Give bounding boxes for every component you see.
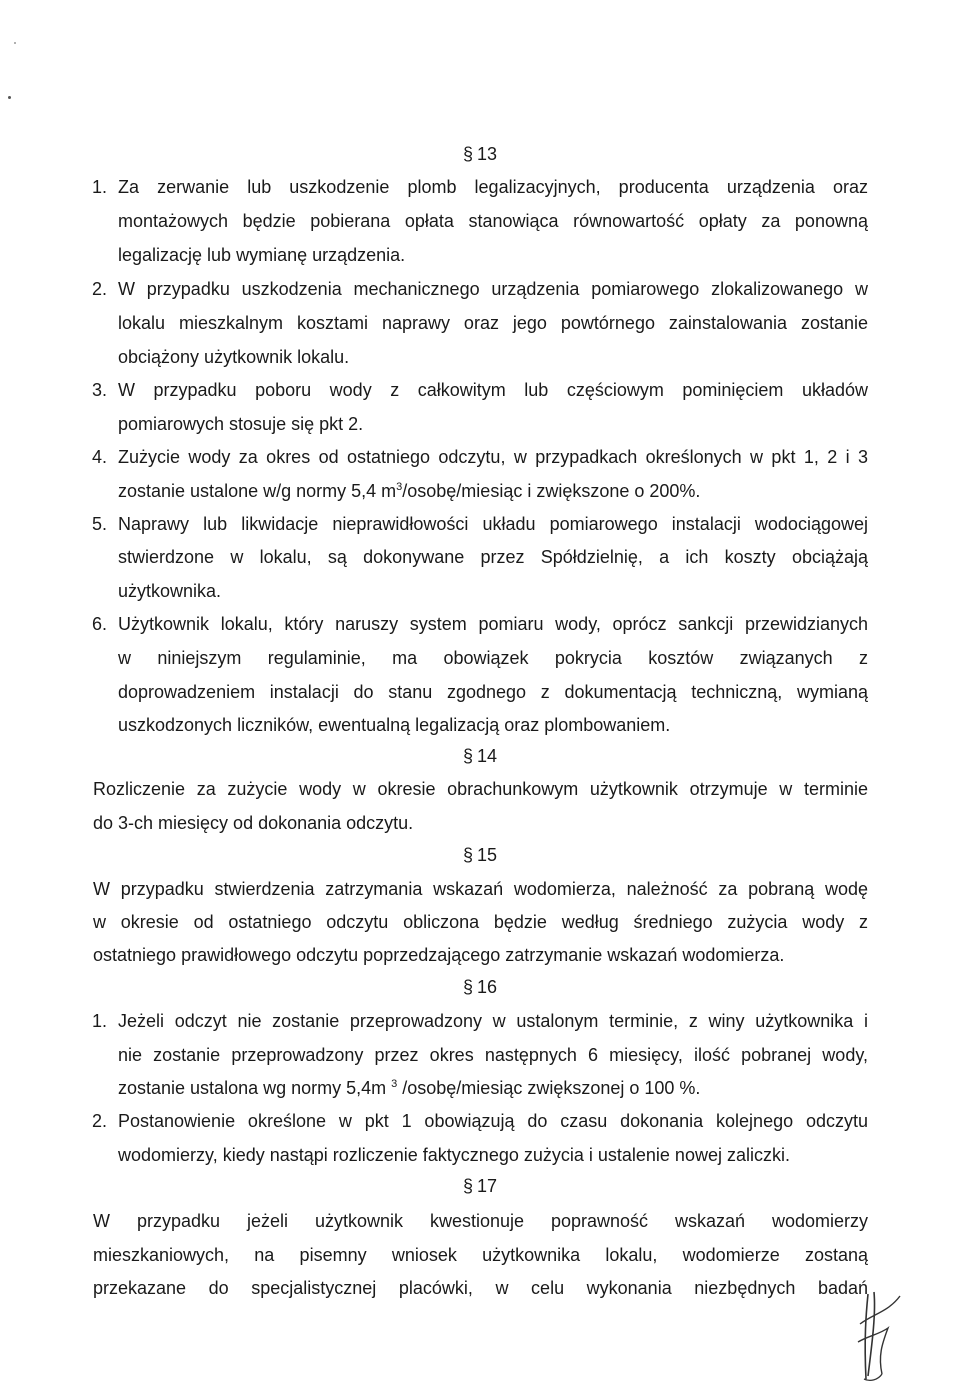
paragraph-line: doprowadzeniem instalacji do stanu zgodnego z dokumentacją techniczną, wymianą [118, 682, 868, 702]
paragraph-line: Postanowienie określone w pkt 1 obowiązują do czasu dokonania kolejnego odczytu [118, 1111, 868, 1131]
paragraph-line: montażowych będzie pobierana opłata stanowiąca równowartość opłaty za ponowną [118, 211, 868, 231]
scan-speck [8, 96, 11, 99]
section-heading-13: § 13 [462, 144, 498, 164]
scan-speck [14, 42, 16, 44]
paragraph-line: użytkownika. [118, 581, 222, 601]
paragraph-line: Rozliczenie za zużycie wody w okresie obrachunkowym użytkownik otrzymuje w terminie [93, 779, 868, 799]
paragraph-line: ostatniego prawidłowego odczytu poprzedzającego zatrzymanie wskazań wodomierza. [93, 945, 785, 965]
paragraph-line: lokalu mieszkalnym kosztami naprawy oraz jego powtórnego zainstalowania zostanie [118, 313, 868, 333]
paragraph-line: Naprawy lub likwidacje nieprawidłowości układu pomiarowego instalacji wodociągowej [118, 514, 868, 534]
item-number: 5. [92, 514, 108, 534]
paragraph-line: mieszkaniowych, na pisemny wniosek użytkownika lokalu, wodomierze zostaną [93, 1245, 868, 1265]
paragraph-line: do 3-ch miesięcy od dokonania odczytu. [93, 813, 414, 833]
section-heading-15: § 15 [462, 845, 498, 865]
paragraph-line: W przypadku uszkodzenia mechanicznego urządzenia pomiarowego zlokalizowanego w [118, 279, 868, 299]
paragraph-line: w niniejszym regulaminie, ma obowiązek pokrycia kosztów związanych z [118, 648, 868, 668]
paragraph-line: Za zerwanie lub uszkodzenie plomb legalizacyjnych, producenta urządzenia oraz [118, 177, 868, 197]
item-number: 4. [92, 447, 108, 467]
paragraph-line: przekazane do specjalistycznej placówki, w celu wykonania niezbędnych badań [93, 1278, 868, 1298]
item-number: 2. [92, 1111, 108, 1131]
paragraph-line: stwierdzone w lokalu, są dokonywane przez Spółdzielnię, a ich koszty obciążają [118, 547, 868, 567]
paragraph-line: Zużycie wody za okres od ostatniego odczytu, w przypadkach określonych w pkt 1, 2 i 3 [118, 447, 868, 467]
paragraph-line: uszkodzonych liczników, ewentualną legalizacją oraz plombowaniem. [118, 715, 671, 735]
paragraph-line: nie zostanie przeprowadzony przez okres następnych 6 miesięcy, ilość pobranej wody, [118, 1045, 868, 1065]
item-number: 6. [92, 614, 108, 634]
section-heading-14: § 14 [462, 746, 498, 766]
paragraph-line: obciążony użytkownik lokalu. [118, 347, 350, 367]
paragraph-line: wodomierzy, kiedy nastąpi rozliczenie faktycznego zużycia i ustalenie nowej zaliczki. [118, 1145, 790, 1165]
paragraph-line: W przypadku jeżeli użytkownik kwestionuje poprawność wskazań wodomierzy [93, 1211, 868, 1231]
section-heading-16: § 16 [462, 977, 498, 997]
paragraph-line: legalizację lub wymianę urządzenia. [118, 245, 406, 265]
paragraph-line: W przypadku poboru wody z całkowitym lub częściowym pominięciem układów [118, 380, 868, 400]
signature-initials [838, 1284, 908, 1384]
item-number: 2. [92, 279, 108, 299]
paragraph-line: pomiarowych stosuje się pkt 2. [118, 414, 364, 434]
item-number: 3. [92, 380, 108, 400]
paragraph-line: zostanie ustalona wg normy 5,4m $^3$ /osobę/miesiąc zwiększonej o 100 %. [118, 1078, 701, 1098]
paragraph-line: Jeżeli odczyt nie zostanie przeprowadzony w ustalonym terminie, z winy użytkownika i [118, 1011, 868, 1031]
item-number: 1. [92, 1011, 108, 1031]
paragraph-line: Użytkownik lokalu, który naruszy system pomiaru wody, oprócz sankcji przewidzianych [118, 614, 868, 634]
paragraph-line: W przypadku stwierdzenia zatrzymania wskazań wodomierza, należność za pobraną wodę [93, 879, 868, 899]
paragraph-line: zostanie ustalone w/g normy 5,4 $m^3/osobę$/miesiąc i zwiększone o 200%. [118, 481, 701, 501]
paragraph-line: w okresie od ostatniego odczytu obliczona będzie według średniego zużycia wody z [93, 912, 868, 932]
item-number: 1. [92, 177, 108, 197]
section-heading-17: § 17 [462, 1176, 498, 1196]
